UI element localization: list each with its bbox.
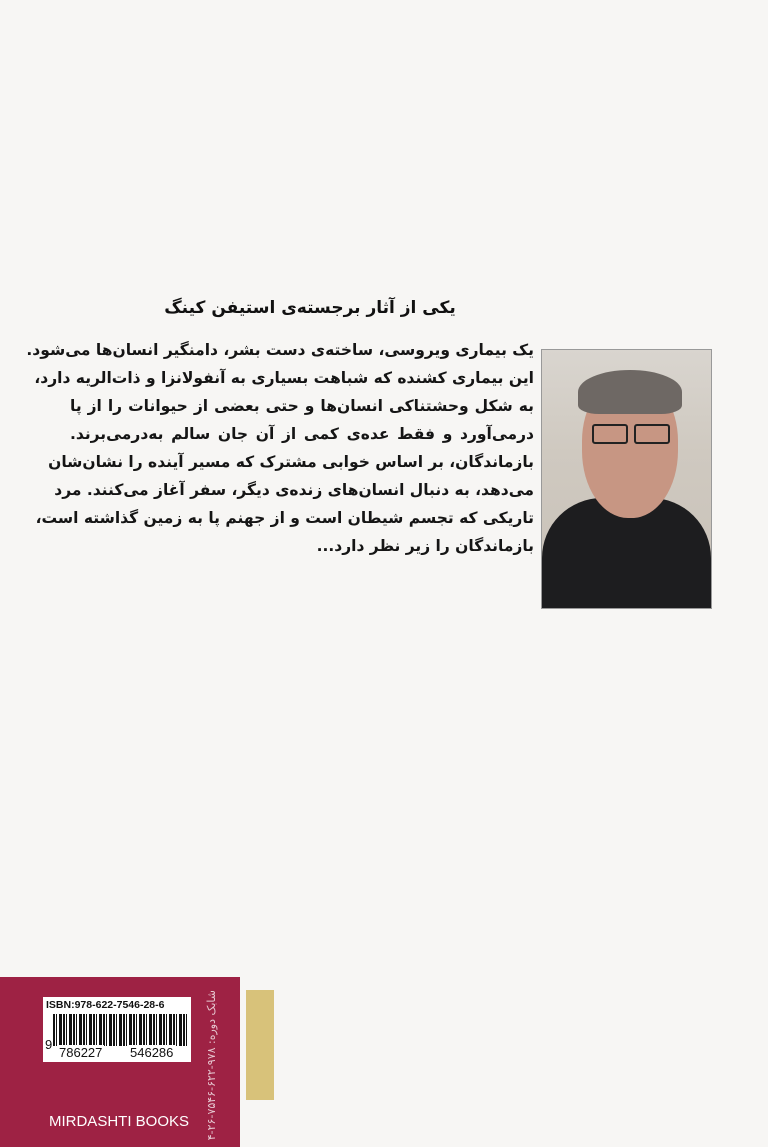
isbn-label: ISBN:978-622-7546-28-6	[46, 999, 165, 1011]
blurb-line: می‌دهد، به دنبال انسان‌های زنده‌ی دیگر، سفر آغاز می‌کنند. مرد	[54, 481, 534, 499]
barcode-group-a: 786227	[59, 1045, 103, 1060]
photo-glasses	[592, 424, 672, 442]
set-isbn: شابک دوره: ۹۷۸-۶۲۲-۷۵۴۶-۲۶-۴	[205, 990, 218, 1141]
gold-label-sticker	[246, 990, 274, 1100]
blurb-line: به شکل وحشتناکی انسان‌ها و حتی بعضی از حیوانات را از پا	[70, 397, 534, 415]
publisher-panel	[0, 977, 240, 1147]
barcode	[43, 997, 191, 1062]
blurb-line: یک بیماری ویروسی، ساخته‌ی دست بشر، دامنگیر انسان‌ها می‌شود.	[26, 341, 534, 359]
blurb-line: درمی‌آورد و فقط عده‌ی کمی از آن جان سالم به‌درمی‌برند.	[70, 425, 534, 443]
blurb-line: بازماندگان، بر اساس خوابی مشترک که مسیر آینده را نشان‌شان	[48, 453, 534, 471]
photo-hair	[578, 370, 682, 414]
book-tagline: یکی از آثار برجسته‌ی استیفن کینگ	[164, 298, 456, 318]
barcode-prefix: 9	[45, 1037, 53, 1052]
blurb-line: بازماندگان را زیر نظر دارد...	[316, 537, 534, 555]
publisher-logo	[43, 1069, 193, 1107]
publisher-name: MIRDASHTI BOOKS	[48, 1113, 190, 1130]
book-blurb	[26, 336, 534, 560]
barcode-bars	[53, 1014, 187, 1046]
author-photo	[541, 349, 712, 609]
barcode-group-b: 546286	[130, 1045, 174, 1060]
blurb-line: این بیماری کشنده که شباهت بسیاری به آنفولانزا و ذات‌الریه دارد،	[34, 369, 534, 387]
blurb-line: تاریکی که تجسم شیطان است و از جهنم پا به زمین گذاشته است،	[35, 509, 534, 527]
